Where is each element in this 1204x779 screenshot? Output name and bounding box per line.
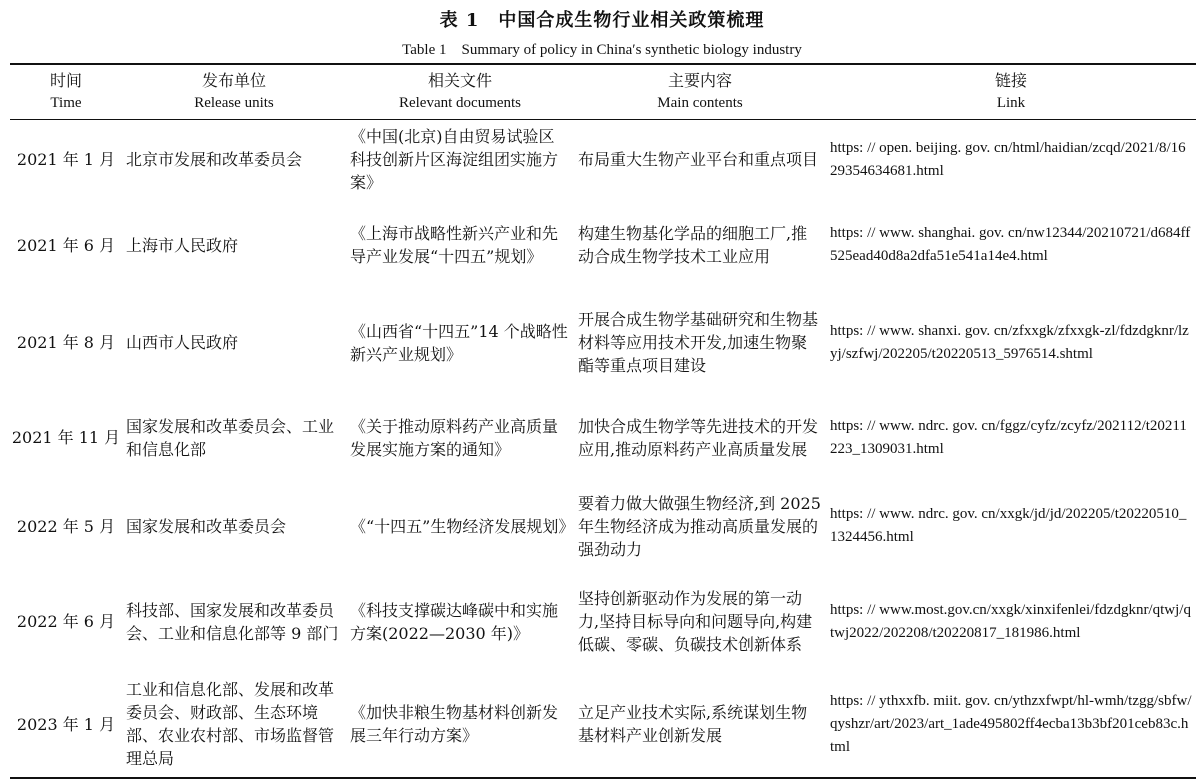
- table-row: [10, 395, 1196, 481]
- cell-unit: 山西市人民政府: [126, 333, 239, 352]
- header-content-cn: 主要内容: [667, 71, 732, 90]
- header-time-cn: 时间: [49, 71, 82, 90]
- cell-document: 《加快非粮生物基材料创新发展三年行动方案》: [350, 703, 559, 745]
- cell-content: 坚持创新驱动作为发展的第一动力,坚持目标导向和问题导向,构建低碳、零碳、负碳技术创新体系: [578, 589, 813, 654]
- cell-content: 要着力做大做强生物经济,到 2025 年生物经济成为推动高质量发展的强劲动力: [578, 493, 821, 559]
- table-header-row: [10, 64, 1196, 120]
- cell-link[interactable]: https: // open. beijing. gov. cn/html/haidian/zcqd/2021/8/1629354634681.html: [830, 139, 1186, 179]
- cell-time: 2021 年 11 月: [11, 428, 121, 447]
- header-unit-en: Release units: [194, 95, 274, 111]
- cell-unit: 上海市人民政府: [126, 235, 239, 255]
- cell-document: 《中国(北京)自由贸易试验区科技创新片区海淀组团实施方案》: [350, 127, 559, 193]
- header-link-cn: 链接: [994, 71, 1027, 90]
- cell-content: 立足产业技术实际,系统谋划生物基材料产业创新发展: [578, 703, 808, 745]
- table-row: [10, 481, 1196, 572]
- cell-document: 《“十四五”生物经济发展规划》: [350, 516, 575, 536]
- cell-unit: 国家发展和改革委员会、工业和信息化部: [126, 416, 335, 459]
- header-time-en: Time: [50, 95, 82, 111]
- header-document: [346, 64, 574, 120]
- cell-content: 加快合成生物学等先进技术的开发应用,推动原料药产业高质量发展: [578, 416, 819, 459]
- header-document-en: Relevant documents: [398, 95, 522, 111]
- cell-document: 《山西省“十四五”14 个战略性新兴产业规划》: [350, 321, 568, 364]
- header-link-en: Link: [996, 95, 1026, 111]
- cell-document: 《科技支撑碳达峰碳中和实施方案(2022—2030 年)》: [350, 600, 559, 643]
- cell-time: 2023 年 1 月: [16, 714, 116, 734]
- cell-link[interactable]: https: // www. shanghai. gov. cn/nw12344/20210721/d684ff525ead40d8a2dfa51e541a14e4.html: [830, 225, 1191, 264]
- cell-time: 2021 年 1 月: [16, 150, 116, 170]
- table-row: [10, 672, 1196, 778]
- table-title-cn: 表 1 中国合成生物行业相关政策梳理: [439, 10, 765, 31]
- header-document-cn: 相关文件: [427, 71, 492, 90]
- policy-table: [10, 63, 1196, 779]
- cell-unit: 国家发展和改革委员会: [126, 516, 287, 536]
- cell-link[interactable]: https: // www. ndrc. gov. cn/xxgk/jd/jd/202205/t20220510_1324456.html: [830, 506, 1187, 545]
- cell-link[interactable]: https: // ythxxfb. miit. gov. cn/ythzxfwpt/hl-wmh/tzgg/sbfw/qyshzr/art/2023/art_1ade495802ff4ecba13b3bf201ceb83c.html: [830, 692, 1192, 755]
- header-link: [826, 64, 1196, 120]
- table-row: [10, 572, 1196, 672]
- cell-link[interactable]: https: // www. ndrc. gov. cn/fggz/cyfz/zcyfz/202112/t20211223_1309031.html: [830, 417, 1187, 457]
- header-content: [574, 64, 826, 120]
- cell-content: 开展合成生物学基础研究和生物基材料等应用技术开发,加速生物聚酯等重点项目建设: [578, 310, 819, 375]
- table-row: [10, 200, 1196, 291]
- table-row: [10, 291, 1196, 395]
- header-unit-cn: 发布单位: [201, 71, 266, 90]
- cell-time: 2022 年 5 月: [16, 516, 116, 536]
- cell-time: 2021 年 8 月: [16, 333, 116, 352]
- cell-time: 2022 年 6 月: [16, 612, 116, 631]
- table-row: [10, 120, 1196, 200]
- header-content-en: Main contents: [657, 95, 743, 111]
- cell-unit: 科技部、国家发展和改革委员会、工业和信息化部等 9 部门: [126, 600, 339, 643]
- cell-link[interactable]: https: // www. shanxi. gov. cn/zfxxgk/zfxxgk-zl/fdzdgknr/lzyj/szfwj/202205/t20220513_5976514.shtml: [830, 322, 1189, 362]
- table-title-en: Table 1 Summary of policy in China′s synthetic biology industry: [402, 42, 802, 58]
- cell-document: 《关于推动原料药产业高质量发展实施方案的通知》: [350, 416, 559, 459]
- cell-unit: 北京市发展和改革委员会: [126, 150, 303, 170]
- cell-link[interactable]: https: // www.most.gov.cn/xxgk/xinxifenlei/fdzdgknr/qtwj/qtwj2022/202208/t20220817_181986.html: [830, 601, 1191, 641]
- cell-content: 构建生物基化学品的细胞工厂,推动合成生物学技术工业应用: [578, 224, 808, 266]
- cell-unit: 工业和信息化部、发展和改革委员会、财政部、生态环境部、农业农村部、市场监督管理总局: [126, 680, 335, 768]
- cell-time: 2021 年 6 月: [16, 235, 116, 255]
- header-time: [10, 64, 122, 120]
- header-unit: [122, 64, 346, 120]
- cell-content: 布局重大生物产业平台和重点项目: [578, 150, 819, 170]
- cell-document: 《上海市战略性新兴产业和先导产业发展“十四五”规划》: [350, 224, 559, 266]
